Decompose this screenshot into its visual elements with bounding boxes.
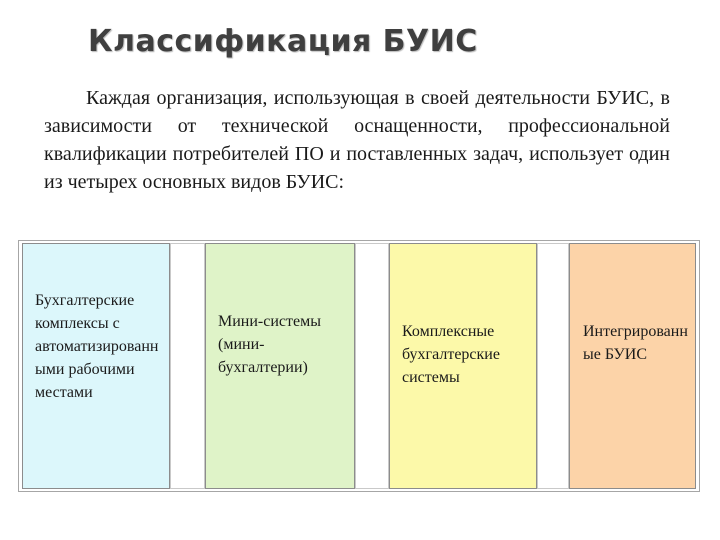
type-card-4 [569,243,696,489]
type-card-3 [389,243,537,489]
spacer-1 [170,243,205,489]
classification-table [18,240,700,492]
slide-title: Классификация БУИС [88,24,478,59]
type-label-3: Комплексные бухгалтерские системы [402,323,500,386]
type-label-1: Бухгалтерские комплексы с автоматизированными рабочими местами [35,292,159,401]
spacer-2 [355,243,389,489]
type-label-2: Мини-системы (мини-бухгалтерии) [218,313,321,376]
type-card-1 [22,243,170,489]
type-label-4: Интегрированные БУИС [583,323,688,363]
type-card-2 [205,243,355,489]
spacer-3 [537,243,569,489]
intro-paragraph: Каждая организация, использующая в своей деятельности БУИС, в зависимости от технической оснащенности, профессиональной квалификации потребителей ПО и поставленных задач, использует один из четырех основных видов БУИС: [44,87,670,193]
